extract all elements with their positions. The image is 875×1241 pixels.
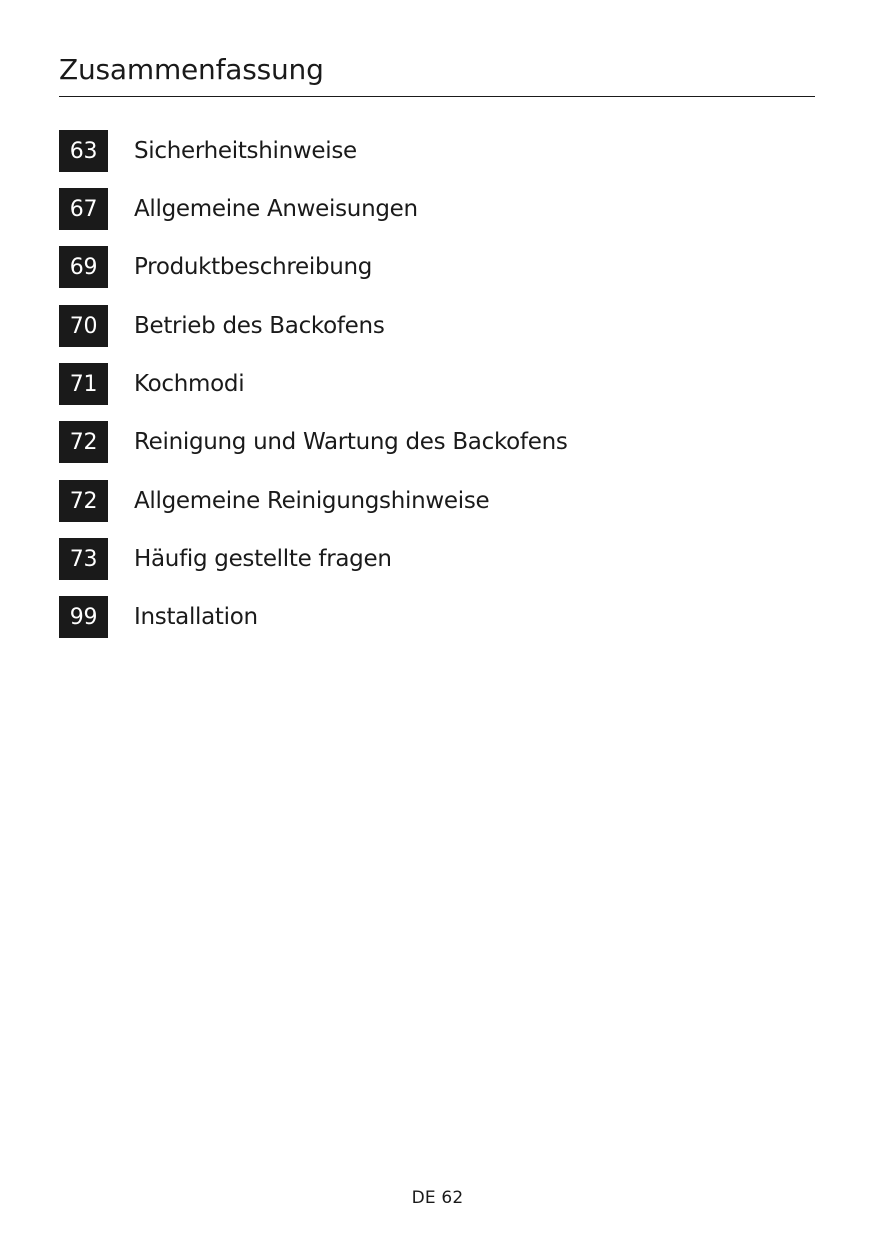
toc-item-reinigung-und-wartung[interactable] — [59, 421, 568, 463]
toc-item-label: Installation — [134, 604, 258, 630]
toc-page-badge: 72 — [59, 421, 108, 463]
toc-item-label: Allgemeine Anweisungen — [134, 196, 418, 222]
toc-item-label: Produktbeschreibung — [134, 254, 373, 280]
page-title: Zusammenfassung — [59, 53, 324, 86]
toc-item-label: Kochmodi — [134, 371, 245, 397]
toc-item-label: Betrieb des Backofens — [134, 313, 385, 339]
toc-page-badge: 67 — [59, 188, 108, 230]
page-number: DE 62 — [411, 1188, 464, 1208]
toc-page-badge: 73 — [59, 538, 108, 580]
toc-page-badge: 69 — [59, 246, 108, 288]
toc-item-produktbeschreibung[interactable] — [59, 246, 372, 288]
toc-page-badge: 70 — [59, 305, 108, 347]
toc-item-allgemeine-anweisungen[interactable] — [59, 188, 418, 230]
toc-item-betrieb-des-backofens[interactable] — [59, 305, 385, 347]
toc-item-label: Allgemeine Reinigungshinweise — [134, 488, 490, 514]
toc-page-badge: 71 — [59, 363, 108, 405]
toc-item-sicherheitshinweise[interactable] — [59, 130, 357, 172]
toc-item-label: Sicherheitshinweise — [134, 138, 357, 164]
toc-item-label: Häufig gestellte fragen — [134, 546, 392, 572]
toc-item-allgemeine-reinigungshinweise[interactable] — [59, 480, 489, 522]
toc-item-label: Reinigung und Wartung des Backofens — [134, 429, 568, 455]
toc-page-badge: 63 — [59, 130, 108, 172]
toc-page-badge: 72 — [59, 480, 108, 522]
title-divider — [59, 96, 815, 97]
toc-item-installation[interactable] — [59, 596, 258, 638]
toc-item-kochmodi[interactable] — [59, 363, 244, 405]
toc-page-badge: 99 — [59, 596, 108, 638]
toc-item-haeufig-gestellte-fragen[interactable] — [59, 538, 392, 580]
